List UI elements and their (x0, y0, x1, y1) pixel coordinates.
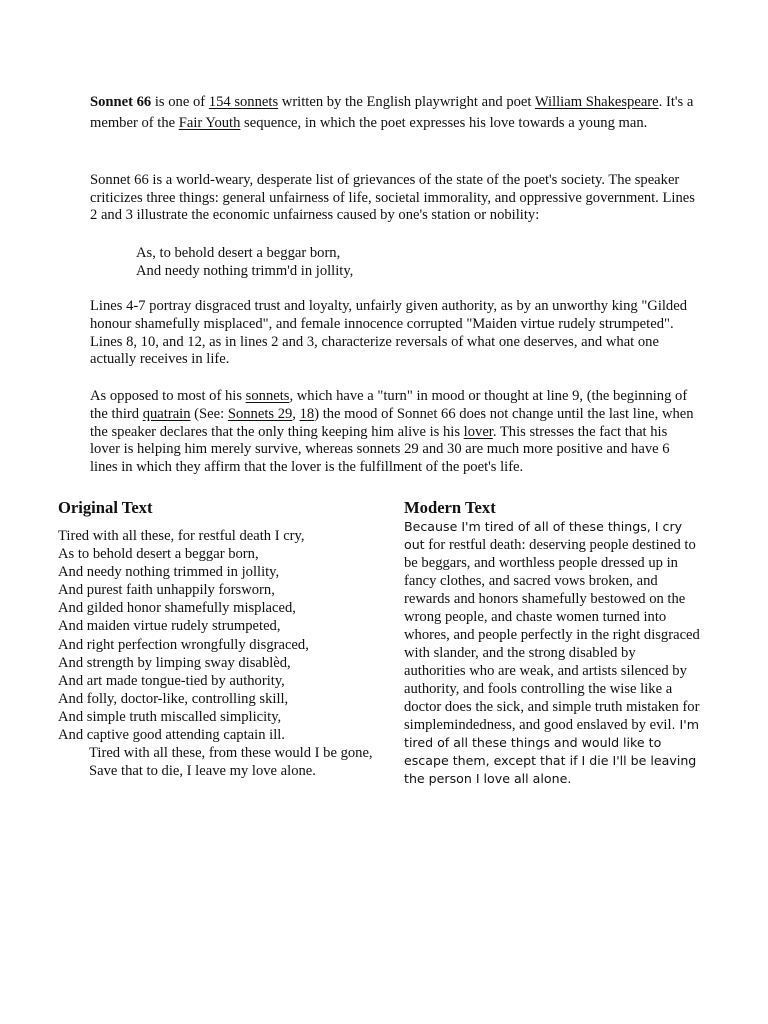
text-span: written by the English playwright and poet (278, 94, 535, 110)
intro-paragraph-2: Sonnet 66 is a world-weary, desperate list of grievances of the state of the poet's society. The speaker criticizes three things: general unfairness of life, societal immorality, and oppressive government. Lines 2 and 3 illustrate the economic unfairness caused by one's station or nobility: (90, 172, 695, 223)
link-quatrain[interactable]: quatrain (142, 405, 191, 422)
sonnet-line: And folly, doctor-like, controlling skill, (58, 690, 289, 707)
modern-text-start: Because I'm tired of all of these things, I cry out (404, 519, 683, 552)
intro-paragraph-1 (90, 92, 700, 134)
link-william-shakespeare[interactable]: William Shakespeare (534, 94, 659, 110)
sonnet-line: And needy nothing trimmed in jollity, (58, 564, 280, 581)
sonnet-line: And gilded honor shamefully misplaced, (58, 600, 296, 617)
modern-text-evil: evil (649, 717, 672, 733)
couplet-line: Tired with all these, from these would I be gone, (89, 745, 373, 762)
link-fair-youth[interactable]: Fair Youth (178, 115, 241, 131)
text-span: As opposed to most of his (90, 388, 246, 404)
modern-text-end: . I'm tired of all these things and would like to escape them, except that if I die I'll be leaving the person I love all alone. (404, 717, 699, 786)
block-quote (136, 244, 353, 280)
sonnet-line: And captive good attending captain ill. (58, 727, 285, 744)
link-lover[interactable]: lover (463, 423, 493, 440)
sonnet-line: And maiden virtue rudely strumpeted, (58, 618, 281, 635)
sonnet-line: And strength by limping sway disablèd, (58, 654, 291, 671)
sonnet-line: As to behold desert a beggar born, (58, 546, 259, 563)
link-154-sonnets[interactable]: 154 sonnets (208, 94, 279, 110)
sonnet-line: And art made tongue-tied by authority, (58, 672, 285, 689)
quote-line: As, to behold desert a beggar born, (136, 245, 341, 261)
intro-paragraph-4 (90, 388, 700, 477)
sonnet-line: Tired with all these, for restful death I cry, (58, 528, 305, 544)
link-sonnets[interactable]: sonnets (245, 388, 290, 404)
quote-line: And needy nothing trimm'd in jollity, (136, 263, 354, 279)
text-span: . This stresses the fact that his lover is helping him merely survive, whereas sonnets 29 and 30 are much more positive and have 6 lines in which they affirm that the lover is the fulfillment of the poet's life. (90, 423, 670, 476)
original-text-heading: Original Text (58, 498, 153, 517)
text-span: sequence, in which the poet expresses his love towards a young man. (240, 115, 648, 131)
link-sonnets-29[interactable]: Sonnets 29 (227, 405, 293, 422)
text-span: , (292, 405, 300, 422)
modern-text-heading: Modern Text (404, 498, 496, 517)
text-span: (See: (190, 405, 228, 422)
modern-text-body (404, 518, 700, 788)
text-span: . It's a member of the (90, 94, 694, 131)
link-18[interactable]: 18 (299, 405, 315, 422)
sonnet-line: And simple truth miscalled simplicity, (58, 708, 282, 725)
modern-text-middle: for restful death: deserving people destined to be beggars, and worthless people dressed up in fancy clothes, and sacred vows broken, and rewards and honors shamefully bestowed on the wrong people, and chaste women turned into whores, and people perfectly in the right disgraced with slander, and the strong disabled by authorities who are weak, and artists silenced by authority, and fools controlling the wise like a doctor does the sick, and simple truth mistaken for simplemindedness, and good enslaved by (404, 537, 700, 733)
original-sonnet-lines (58, 527, 388, 780)
sonnet-title: Sonnet 66 (90, 94, 152, 110)
sonnet-line: And right perfection wrongfully disgraced, (58, 636, 309, 653)
sonnet-line: And purest faith unhappily forsworn, (58, 582, 275, 599)
text-span: ) the mood of Sonnet 66 does not change until the last line, when the speaker declares that the only thing keeping him alive is his (90, 405, 694, 440)
text-span: is one of (151, 94, 209, 110)
couplet-line: Save that to die, I leave my love alone. (89, 763, 316, 780)
intro-paragraph-3: Lines 4-7 portray disgraced trust and loyalty, unfairly given authority, as by an unworthy king "Gilded honour shamefully misplaced", and female innocence corrupted "Maiden virtue rudely strumpeted". Lines 8, 10, and 12, as in lines 2 and 3, characterize reversals of what one deserves, and what one actually receives in life. (90, 298, 688, 368)
text-span: , which have a "turn" in mood or thought at line 9, (the beginning of the third (90, 388, 688, 422)
